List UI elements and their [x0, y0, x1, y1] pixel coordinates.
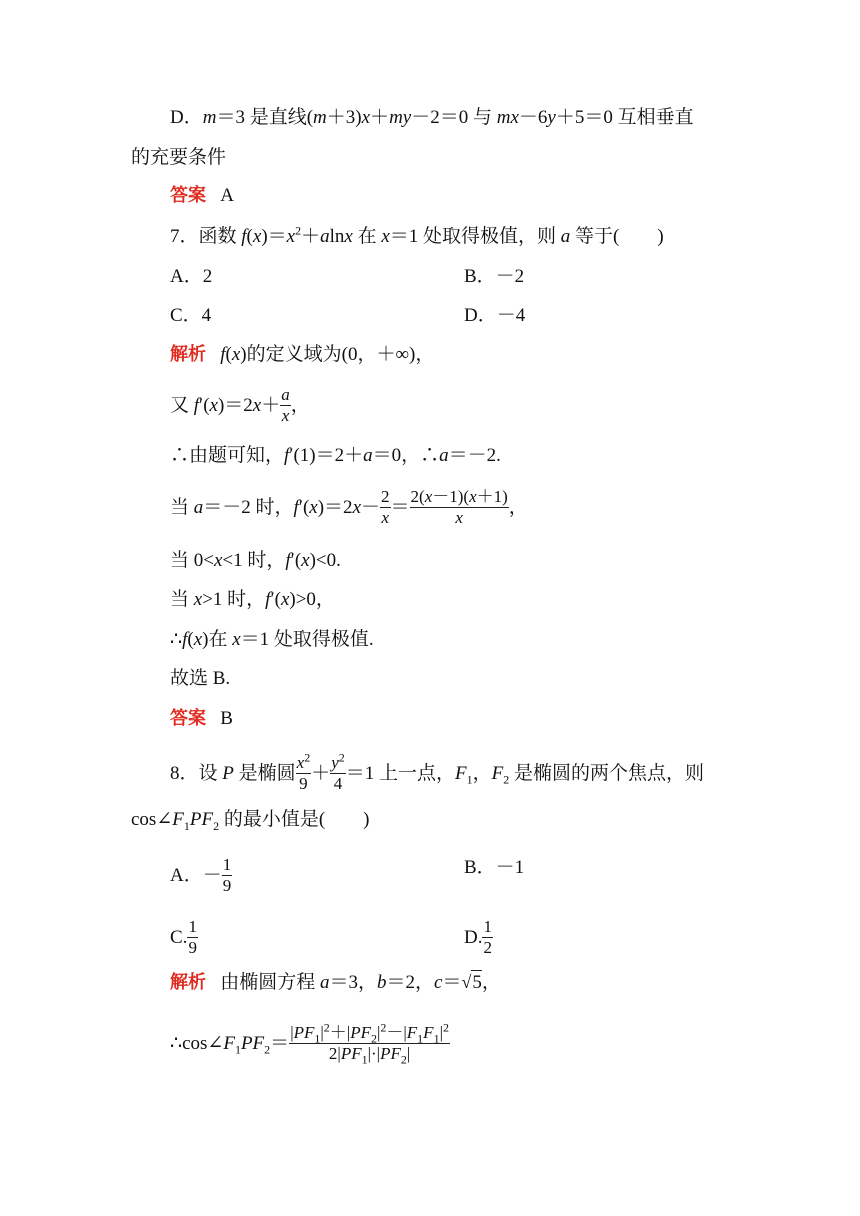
question-7-stem: 7．函数 $f(x)=x^2+alnx$ 在 x＝1 处取得极值，则 a 等于( )	[170, 223, 664, 247]
solution-8-line-1: 解析 由椭圆方程 a＝3，b＝2，c＝√5，	[170, 972, 501, 993]
option-d-line: D．m＝3 是直线(m＋3)x＋my－2＝0 与 mx－6y＋5＝0 互相垂直	[170, 107, 694, 128]
q8-option-a: A．－ $\frac{1}{9}$	[170, 855, 232, 895]
q8-option-d: D. $\frac{1}{2}$	[464, 917, 492, 957]
sqrt-symbol: √	[461, 972, 472, 992]
solution-8-line-2: $\therefore\cos\angle F_1PF_2=$ $\frac{|PF_1|^2+|PF_2|^2-|F_1F_1|^2}{2|PF_1|\cdot|PF_2|}$	[170, 1020, 449, 1067]
q7-option-d: D．－4	[464, 305, 526, 326]
solution-7-line-6: 当 x>1 时，f′(x)>0，	[170, 589, 335, 610]
solution-label: 解析	[170, 344, 206, 365]
fraction-1-over-9: $\frac{1}{9}$	[222, 855, 232, 895]
solution-7-line-1: 解析 f(x)的定义域为(0，＋∞)，	[170, 344, 435, 365]
question-8-continuation: $\cos\angle F_1PF_2$ 的最小值是( )	[131, 809, 370, 833]
solution-7-line-2: 又 f′(x)＝2x＋ $\frac{a}{x}$ ，	[170, 385, 310, 425]
solution-7-line-3: ∴由题可知，f′(1)＝2＋a＝0，∴a＝－2.	[170, 445, 501, 466]
solution-7-line-7: ∴f(x)在 x＝1 处取得极值.	[170, 629, 374, 650]
solution-7-line-4: 当 a＝－2 时，f′(x)＝2x－ $\frac{2}{x}$ ＝ $\frac{2(x-1)(x+1)}{x}$ ，	[170, 487, 528, 527]
q8-option-c: C. $\frac{1}{9}$	[170, 917, 197, 957]
fraction-2-over-x: $\frac{2}{x}$	[381, 487, 390, 527]
answer-label: 答案	[170, 708, 206, 729]
answer-value: B	[220, 708, 233, 729]
fraction-x2-over-9: $\frac{x^2}{9}$	[296, 750, 311, 793]
fraction-factored: $\frac{2(x-1)(x+1)}{x}$	[410, 487, 508, 527]
fraction-1-over-2: $\frac{1}{2}$	[483, 917, 492, 957]
q7-option-a: A．2	[170, 266, 213, 287]
fraction-1-over-9: $\frac{1}{9}$	[188, 917, 197, 957]
question-8-stem: 8．设 P 是椭圆 $\frac{x^2}{9}$ ＋ $\frac{y^2}{4}$ ＝1 上一点，$F_1$，$F_2$ 是椭圆的两个焦点，则	[170, 750, 705, 793]
solution-label: 解析	[170, 972, 206, 993]
answer-6	[170, 184, 234, 208]
q8-option-b: B．－1	[464, 857, 525, 878]
solution-7-line-8: 故选 B.	[170, 668, 231, 689]
q7-option-c: C．4	[170, 305, 212, 326]
q7-option-b: B．－2	[464, 266, 525, 287]
solution-7-line-5: 当 0<x<1 时，f′(x)<0.	[170, 550, 341, 571]
fraction-a-over-x: $\frac{a}{x}$	[281, 385, 290, 425]
fraction-cosine-formula: $\frac{|PF_1|^2+|PF_2|^2-|F_1F_1|^2}{2|PF_1|\cdot|PF_2|}$	[290, 1020, 449, 1067]
fraction-y2-over-4: $\frac{y^2}{4}$	[331, 750, 345, 793]
answer-value: A	[220, 185, 234, 206]
answer-7	[170, 707, 233, 731]
option-d-continuation: 的充要条件	[131, 147, 227, 168]
answer-label: 答案	[170, 185, 206, 206]
